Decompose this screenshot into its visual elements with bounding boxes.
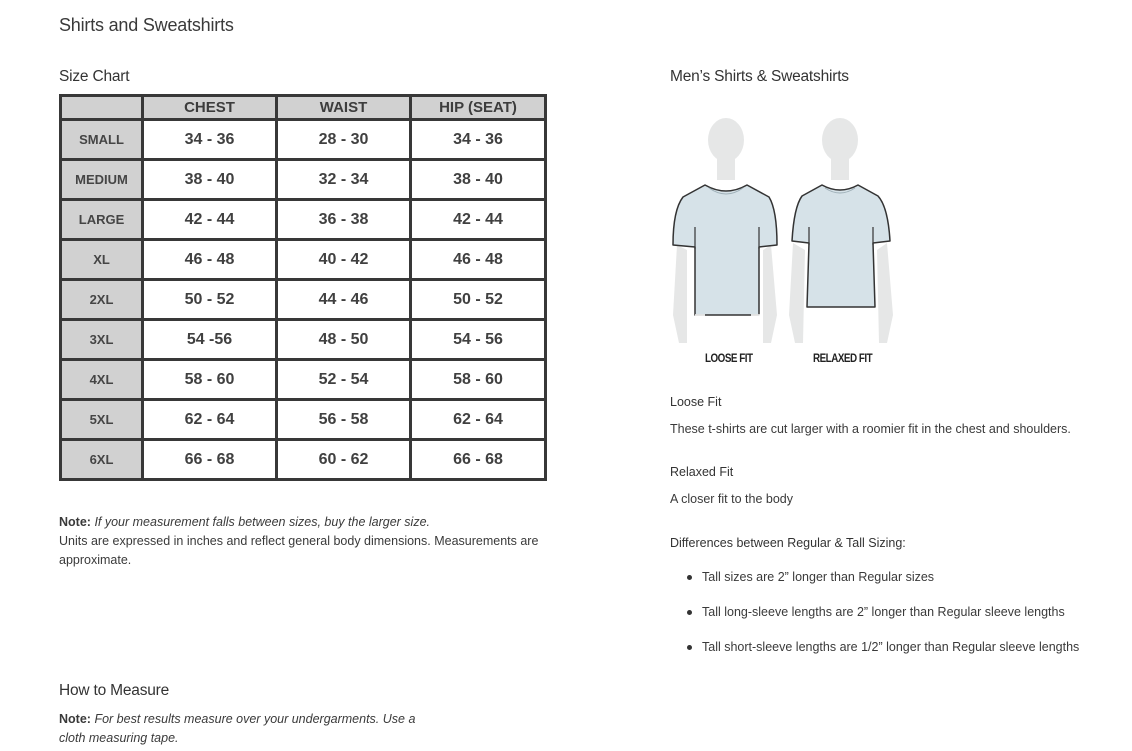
relaxed-fit-label: RELAXED FIT	[813, 351, 873, 365]
waist-cell: 40 - 42	[277, 240, 411, 280]
size-cell: 2XL	[61, 280, 143, 320]
table-row	[61, 240, 546, 280]
note-label: Note:	[59, 515, 91, 529]
waist-cell: 44 - 46	[277, 280, 411, 320]
size-cell: 5XL	[61, 400, 143, 440]
note-text: If your measurement falls between sizes, buy the larger size.	[94, 515, 431, 529]
table-row	[61, 200, 546, 240]
waist-cell: 60 - 62	[277, 440, 411, 480]
loose-fit-figure	[673, 118, 777, 343]
loose-fit-shirt-icon	[673, 185, 777, 315]
header-waist: WAIST	[277, 96, 411, 120]
loose-fit-description: These t-shirts are cut larger with a roomier fit in the chest and shoulders.	[670, 422, 1071, 436]
mens-section-title: Men’s Shirts & Sweatshirts	[670, 68, 849, 85]
list-item-text: Tall short-sleeve lengths are 1/2” longer than Regular sleeve lengths	[702, 640, 1080, 654]
waist-cell: 52 - 54	[277, 360, 411, 400]
list-item-text: Tall long-sleeve lengths are 2” longer than Regular sleeve lengths	[702, 605, 1065, 619]
relaxed-figure-neck	[831, 155, 849, 180]
relaxed-fit-figure	[789, 118, 893, 343]
waist-cell: 28 - 30	[277, 120, 411, 160]
bullet-icon	[687, 645, 692, 650]
size-cell: SMALL	[61, 120, 143, 160]
table-row	[61, 400, 546, 440]
size-chart-title: Size Chart	[59, 68, 130, 85]
table-row	[61, 160, 546, 200]
table-row	[61, 120, 546, 160]
loose-figure-arm-right	[763, 245, 777, 343]
loose-fit-heading: Loose Fit	[670, 395, 722, 409]
size-cell: MEDIUM	[61, 160, 143, 200]
hip-cell: 34 - 36	[411, 120, 546, 160]
hip-cell: 58 - 60	[411, 360, 546, 400]
list-item-text: Tall sizes are 2” longer than Regular sizes	[702, 570, 935, 584]
hip-cell: 50 - 52	[411, 280, 546, 320]
relaxed-fit-shirt-icon	[792, 185, 890, 307]
how-to-measure-note	[59, 710, 419, 748]
list-item	[702, 630, 1079, 665]
chest-cell: 34 - 36	[143, 120, 277, 160]
size-cell: XL	[61, 240, 143, 280]
size-chart-note	[59, 513, 559, 570]
hip-cell: 62 - 64	[411, 400, 546, 440]
how-to-measure-title: How to Measure	[59, 682, 170, 699]
bullet-icon	[687, 610, 692, 615]
waist-cell: 56 - 58	[277, 400, 411, 440]
size-cell: LARGE	[61, 200, 143, 240]
fit-comparison-illustration	[665, 115, 900, 345]
waist-cell: 36 - 38	[277, 200, 411, 240]
chest-cell: 50 - 52	[143, 280, 277, 320]
hip-cell: 42 - 44	[411, 200, 546, 240]
hip-cell: 46 - 48	[411, 240, 546, 280]
table-row	[61, 440, 546, 480]
list-item	[702, 595, 1079, 630]
relaxed-fit-heading: Relaxed Fit	[670, 465, 734, 479]
loose-figure-neck	[717, 155, 735, 180]
chest-cell: 58 - 60	[143, 360, 277, 400]
header-chest: CHEST	[143, 96, 277, 120]
relaxed-fit-description: A closer fit to the body	[670, 492, 793, 506]
table-row	[61, 320, 546, 360]
waist-cell: 48 - 50	[277, 320, 411, 360]
size-cell: 4XL	[61, 360, 143, 400]
hip-cell: 66 - 68	[411, 440, 546, 480]
table-row	[61, 360, 546, 400]
chest-cell: 66 - 68	[143, 440, 277, 480]
header-size	[61, 96, 143, 120]
size-cell: 6XL	[61, 440, 143, 480]
size-cell: 3XL	[61, 320, 143, 360]
chest-cell: 46 - 48	[143, 240, 277, 280]
chest-cell: 54 -56	[143, 320, 277, 360]
sizing-differences-list	[670, 560, 1079, 665]
relaxed-figure-arm-right	[877, 243, 893, 343]
page-title: Shirts and Sweatshirts	[59, 15, 234, 35]
bullet-icon	[687, 575, 692, 580]
loose-figure-arm-left	[673, 245, 687, 343]
units-text: Units are expressed in inches and reflect general body dimensions. Measurements are approximate.	[59, 534, 539, 567]
loose-fit-label: LOOSE FIT	[705, 351, 753, 365]
relaxed-figure-arm-left	[789, 243, 805, 343]
how-note-text: For best results measure over your undergarments. Use a cloth measuring tape.	[59, 712, 416, 745]
sizing-differences-heading: Differences between Regular & Tall Sizing:	[670, 536, 906, 550]
table-row	[61, 280, 546, 320]
header-hip: HIP (SEAT)	[411, 96, 546, 120]
table-header-row	[61, 96, 546, 120]
chest-cell: 62 - 64	[143, 400, 277, 440]
chest-cell: 38 - 40	[143, 160, 277, 200]
size-chart-table	[59, 94, 547, 481]
waist-cell: 32 - 34	[277, 160, 411, 200]
hip-cell: 54 - 56	[411, 320, 546, 360]
how-note-label: Note:	[59, 712, 91, 726]
chest-cell: 42 - 44	[143, 200, 277, 240]
list-item	[702, 560, 1079, 595]
hip-cell: 38 - 40	[411, 160, 546, 200]
